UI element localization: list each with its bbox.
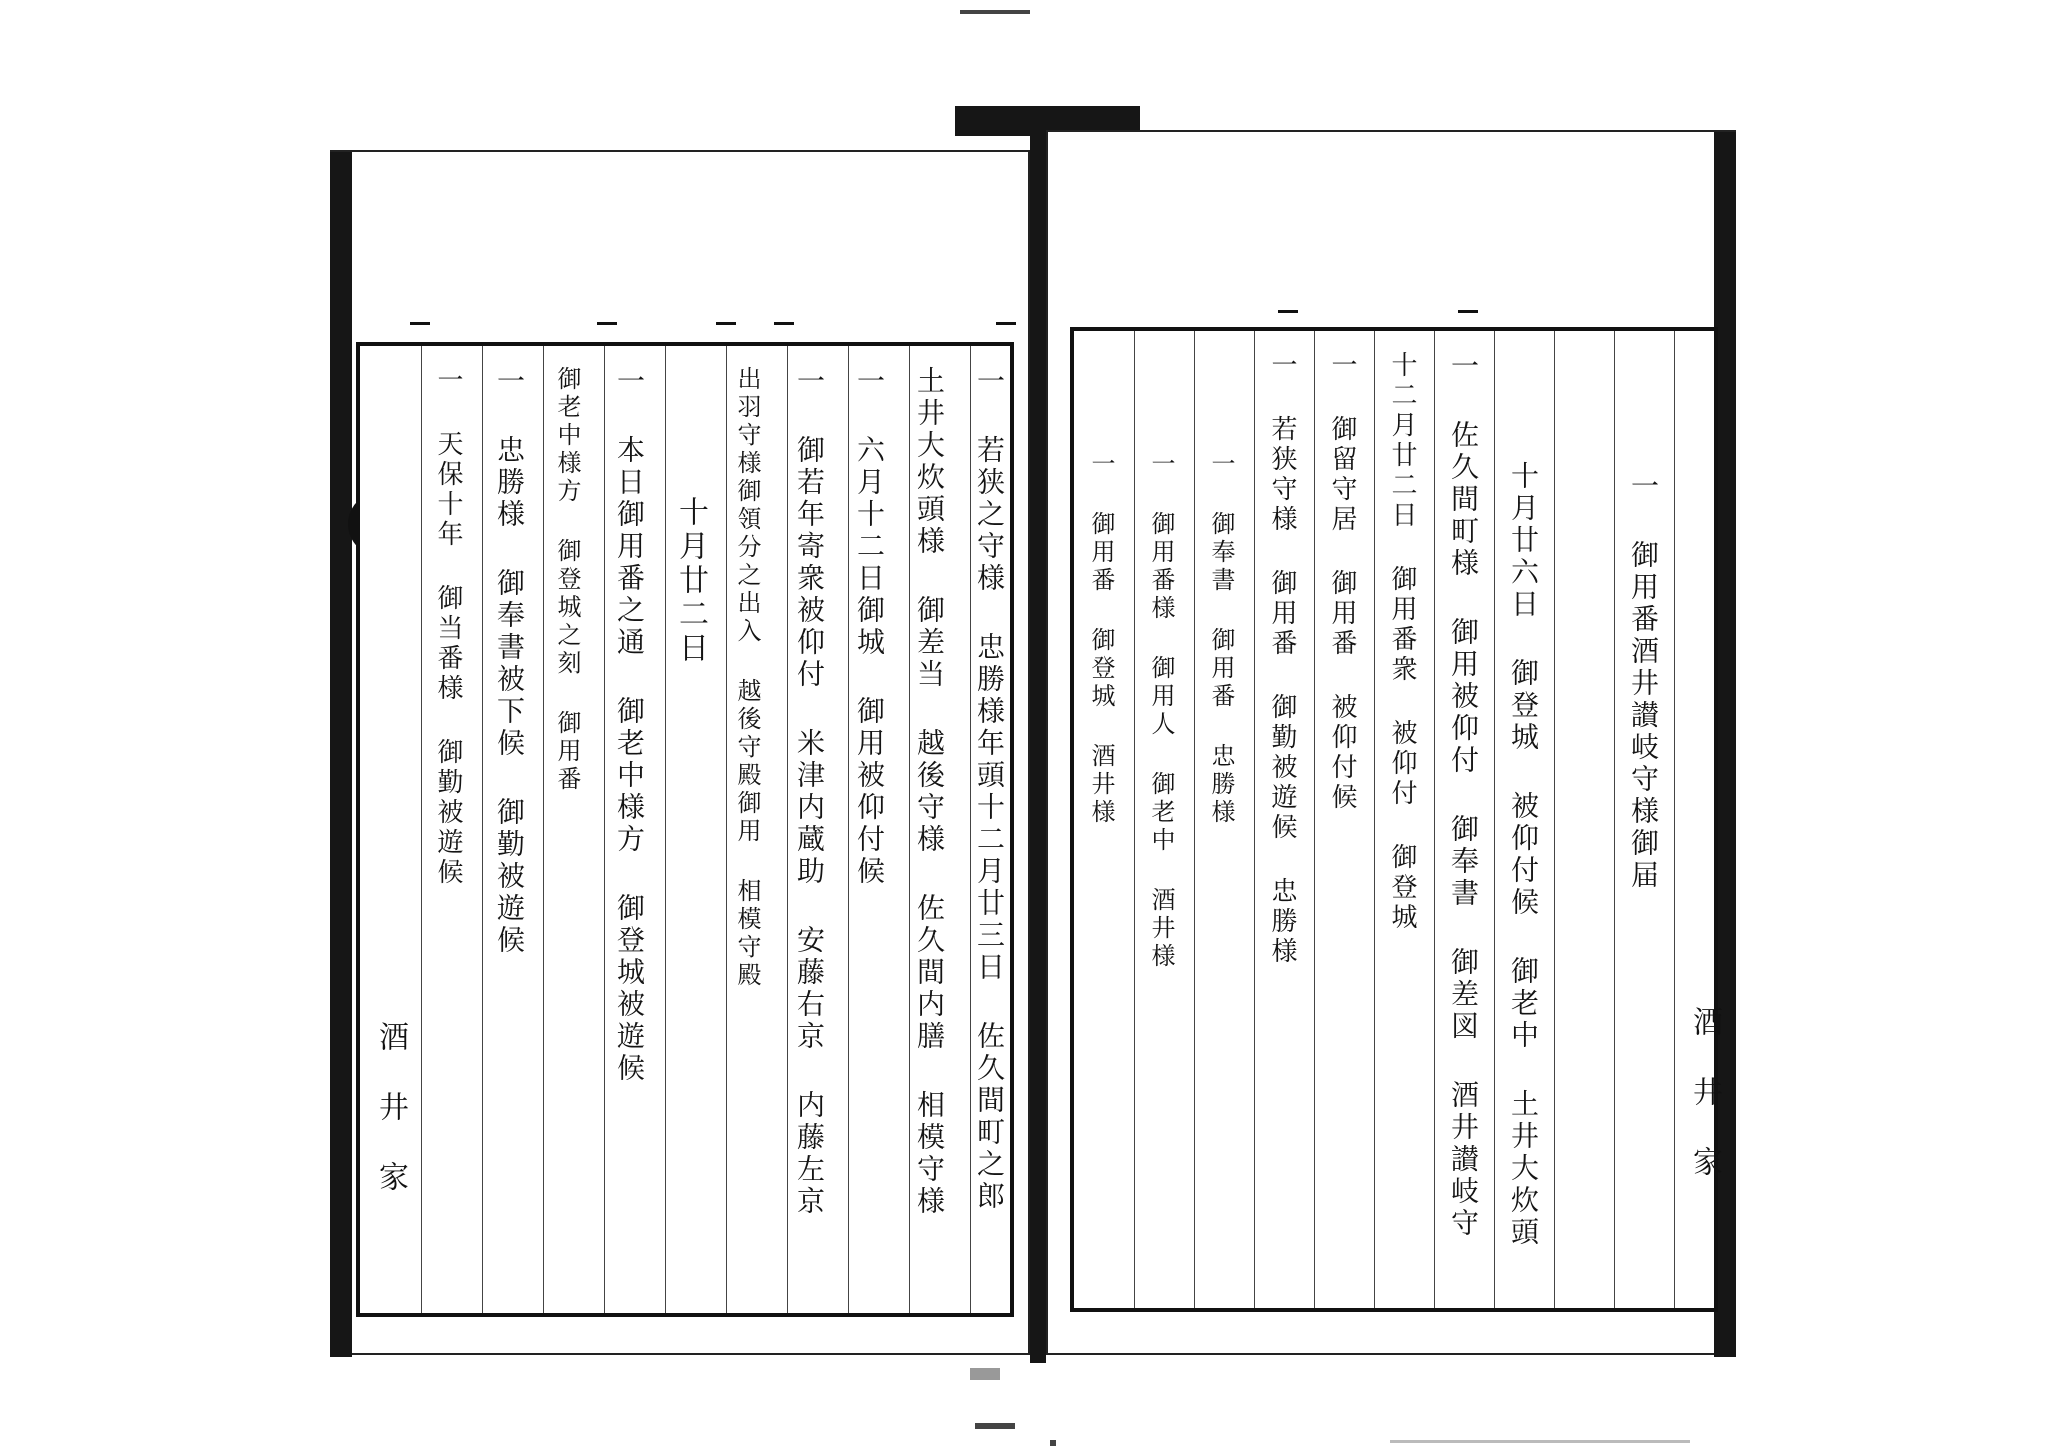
right-entry-1: 一 御用番酒井讃岐守様御届: [1627, 471, 1660, 892]
left-entry-10: 一 天保十年 御当番様 御勤被遊候: [433, 366, 463, 888]
left-mark-4: [597, 322, 617, 325]
left-mark-2: [774, 322, 794, 325]
left-frame: [356, 342, 1014, 1317]
left-entry-2: 土井大炊頭様 御差当 越後守様 佐久間内膳 相模守様: [913, 366, 946, 1218]
left-entry-8: 御老中様方 御登城之刻 御用番: [553, 366, 581, 794]
left-entry-7: 一 本日御用番之通 御老中様方 御登城被遊候: [613, 366, 646, 1085]
binding-spine: [1030, 128, 1046, 1363]
left-mark-1: [996, 322, 1016, 325]
left-page-edge: [330, 152, 352, 1357]
right-entry-9: 一 御用番 御登城 酒井様: [1087, 451, 1115, 827]
left-entry-9: 一 忠勝様 御奉書被下候 御勤被遊候: [493, 366, 526, 957]
left-mark-5: [410, 322, 430, 325]
right-entry-3: 一 佐久間町様 御用被仰付 御奉書 御差図 酒井讃岐守: [1447, 351, 1480, 1240]
right-frame: [1070, 327, 1722, 1312]
left-house-label: 酒井家: [373, 1021, 408, 1231]
right-entry-5: 一 御留守居 御用番 被仰付候: [1327, 351, 1357, 813]
right-entry-7: 一 御奉書 御用番 忠勝様: [1207, 451, 1235, 827]
scan-speck: [1050, 1440, 1056, 1446]
left-mark-3: [716, 322, 736, 325]
right-mark-1: [1458, 310, 1478, 313]
right-mark-2: [1278, 310, 1298, 313]
right-page: [1046, 130, 1736, 1355]
right-entry-4: 十二月廿二日 御用番衆 被仰付 御登城: [1387, 351, 1417, 933]
scan-speck: [975, 1423, 1015, 1429]
scan-speck: [960, 10, 1030, 14]
left-entry-1: 一 若狭之守様 忠勝様年頭十二月廿三日 佐久間町之郎: [973, 366, 1006, 1213]
right-entry-2: 十月廿六日 御登城 被仰付候 御老中 土井大炊頭: [1507, 461, 1540, 1249]
left-entry-4: 一 御若年寄衆被仰付 米津内蔵助 安藤右京 内藤左京: [793, 366, 826, 1218]
right-entry-8: 一 御用番様 御用人 御老中 酒井様: [1147, 451, 1175, 971]
right-entry-6: 一 若狭守様 御用番 御勤被遊候 忠勝様: [1267, 351, 1297, 967]
left-page: [330, 150, 1030, 1355]
right-house-label: 酒井家: [1687, 1006, 1722, 1216]
left-entry-5: 出羽守様御領分之出入 越後守殿御用 相模守殿: [733, 366, 761, 990]
scan-speck: [1390, 1440, 1690, 1443]
scan-speck: [970, 1368, 1000, 1380]
left-entry-6: 十月廿二日: [673, 496, 708, 666]
left-entry-3: 一 六月十二日御城 御用被仰付候: [853, 366, 886, 888]
